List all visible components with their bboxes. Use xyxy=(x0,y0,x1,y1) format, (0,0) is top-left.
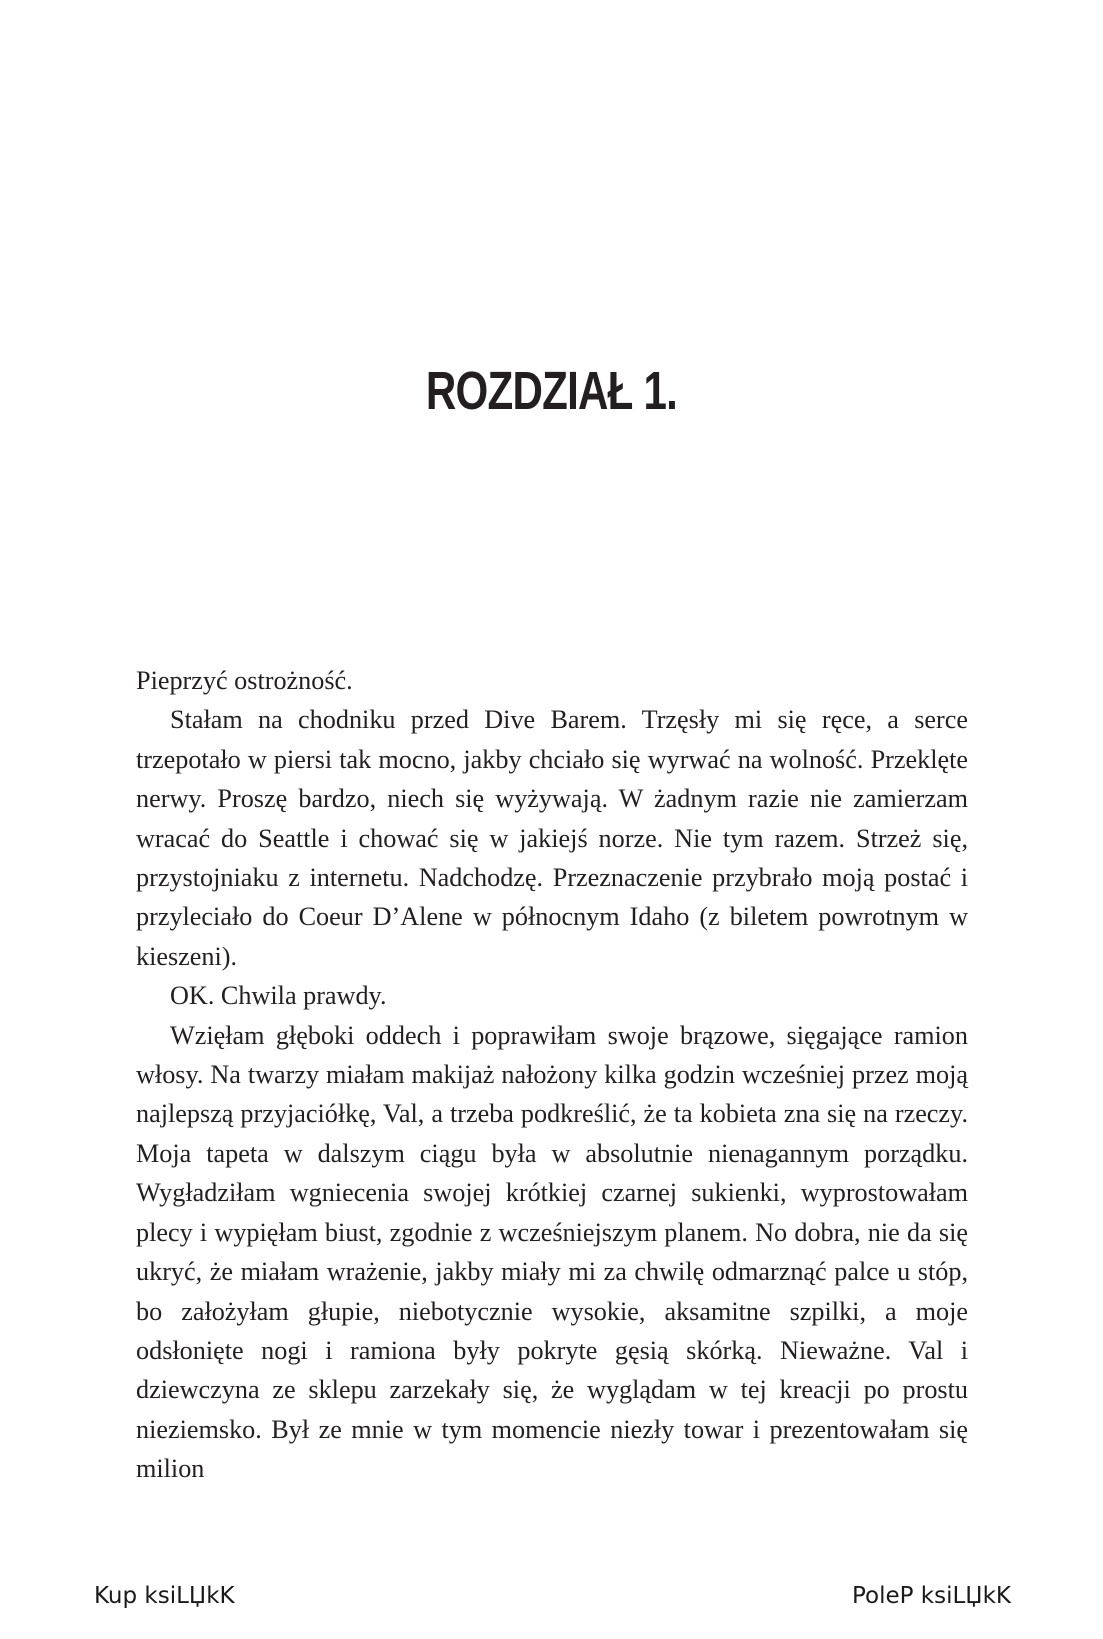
paragraph-3: OK. Chwila prawdy. xyxy=(170,981,387,1011)
paragraph-1: Pieprzyć ostrożność. xyxy=(136,666,353,695)
recommend-book-link[interactable]: PoleP ksiLЏkK xyxy=(851,1583,1011,1609)
chapter-title: ROZDZIAŁ 1. xyxy=(425,361,678,421)
paragraph-4: Wzięłam głęboki oddech i poprawiłam swoje brązowe, sięgające ramion włosy. Na twarzy miałam makijaż nałożony kilka godzin wcześniej przez moją najlepszą przyjaciółkę, Val, a trzeba podkreślić, że ta kobieta zna się na rzeczy. Moja tapeta w dalszym ciągu była w absolutnie nienagannym porządku. Wygładziłam wgniecenia swojej krótkiej czarnej sukienki, wyprostowałam plecy i wypięłam biust, zgodnie z wcześniejszym planem. No dobra, nie da się ukryć, że miałam wrażenie, jakby miały mi za chwilę odmarznąć palce u stóp, bo założyłam głupie, niebotycznie wysokie, aksamitne szpilki, a moje odsłonięte nogi i ramiona były pokryte gęsią skórką. Nieważne. Val i dziewczyna ze sklepu zarzekały się, że wyglądam w tej kreacji po prostu nieziemsko. Był ze mnie w tym momencie niezły towar i prezentowałam się milion xyxy=(136,1020,968,1484)
buy-book-link[interactable]: Kup ksiLЏkK xyxy=(94,1583,235,1609)
paragraph-2: Stałam na chodniku przed Dive Barem. Trzęsły mi się ręce, a serce trzepotało w piersi tak mocno, jakby chciało się wyrwać na wolność. Przeklęte nerwy. Proszę bardzo, niech się wyżywają. W żadnym razie nie zamierzam wracać do Seattle i chować się w jakiejś norze. Nie tym razem. Strzeż się, przystojniaku z internetu. Nadchodzę. Przeznaczenie przybrało moją postać i przyleciało do Coeur D’Alene w północnym Idaho (z biletem powrotnym w kieszeni). xyxy=(136,705,968,971)
chapter-body xyxy=(136,661,968,1489)
